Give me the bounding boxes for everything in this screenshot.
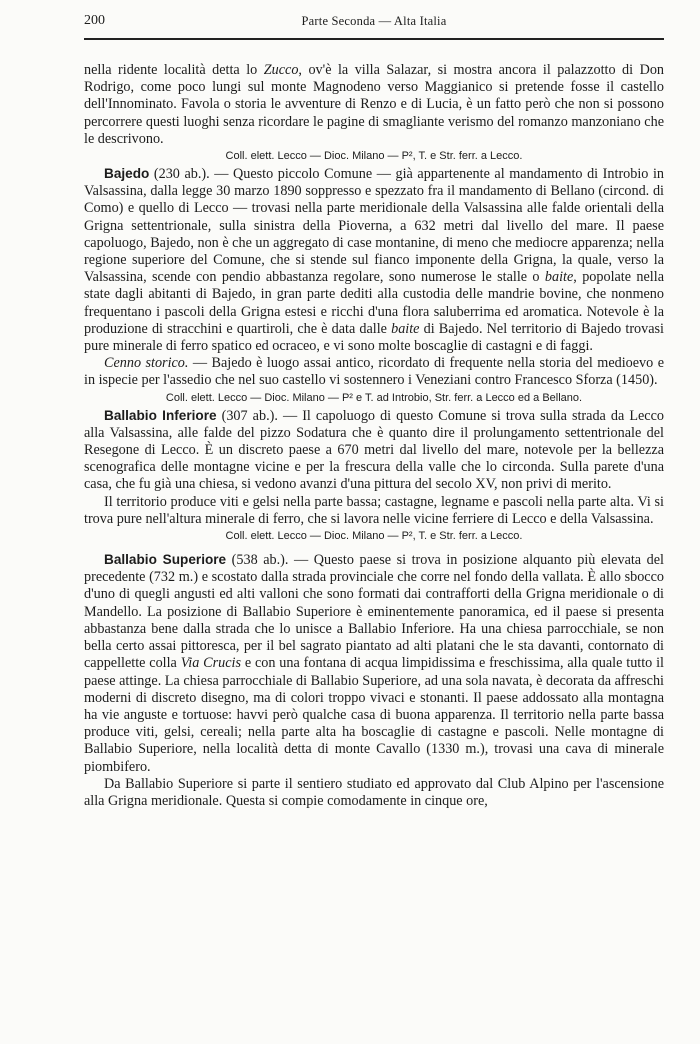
intro-paragraph xyxy=(84,62,664,148)
entry-name-ballabio-inferiore: Ballabio Inferiore xyxy=(104,407,217,423)
page-body xyxy=(84,62,664,810)
entry-name-ballabio-superiore: Ballabio Superiore xyxy=(104,552,227,568)
collegio-note-bajedo: Coll. elett. Lecco — Dioc. Milano — P² e T. ad Introbio, Str. ferr. a Lecco ed a Bellano. xyxy=(165,391,583,404)
via-crucis: Via Crucis xyxy=(180,655,242,672)
ballabio-superiore-paragraph xyxy=(84,551,664,776)
ballabio-inf-text-1: (307 ab.). — Il capoluogo di questo Comune si trova sulla strada da Lecco alla Valsassina, alle falde del pizzo Sodatura che è quanto dire il prolungamento settentrionale del Resegone di Lecco. È un discreto paese a 670 metri dal livello del mare, notevole per la bellezza scenografica delle montagne vicine e per la frescura della valle che lo circonda. Sulla parete d'una casa, che fu già una chiesa, si vedono avanzi d'una pittura del secolo XV, non privi di merito. xyxy=(84,407,664,493)
cenno-storico-text: — Bajedo è luogo assai antico, ricordato di frequente nella storia del medioevo e in ispecie per l'assedio che nel suo castello vi sostennero i Veneziani contro Francesco Sforza (1450). xyxy=(84,355,664,389)
ballabio-sup-text-2: e con una fontana di acqua limpidissima e freschissima, alla quale tutto il paese attinge. La chiesa parrocchiale di Ballabio Superiore, ad una sola navata, è decorata da affreschi moderni di discreto disegno, ma di colori troppo vivaci e stonanti. Il paese addossato alla montagna ha vie anguste e tortuose: havvi però qualche casa di buona apparenza. Il territorio nella parte bassa produce viti, gelsi, cereali; nella parte alta ha boscaglie di castagne e pascoli. Nelle montagne di Ballabio Superiore, nella località detta di monte Cavallo (1330 m.), trovasi una cava di minerale piombifero. xyxy=(84,655,664,775)
bajedo-text-3: di Bajedo. Nel territorio di Bajedo trovasi pure minerale di ferro spatico ed ocraceo, e vi sono molte boscaglie di castagni e di faggi. xyxy=(84,320,664,355)
running-title: Parte Seconda — Alta Italia xyxy=(301,14,447,28)
collegio-note-intro: Coll. elett. Lecco — Dioc. Milano — P², T. e Str. ferr. a Lecco. xyxy=(225,150,523,163)
bajedo-baite-2: baite xyxy=(391,320,420,337)
intro-text: nella ridente località detta lo xyxy=(84,62,264,78)
bajedo-text-1: (230 ab.). — Questo piccolo Comune — già appartenente al mandamento di Introbio in Valsassina, dalla legge 30 marzo 1890 soppresso e spezzato fra il mandamento di Bellano (circond. di Como) e quello di Lecco — trovasi nella parte meridionale della Valsassina alle falde orientali della Grigna settentrionale, sulla sinistra della Pioverna, a 632 metri dal livello del mare. Il paese capoluogo, Bajedo, non è che un aggregato di case montanine, di meno che mediocre apparenza; nella regione superiore del Comune, che si stende sul fianco imponente della Grigna, la quale, verso la Valsassina, scende con pendio abbastanza regolare, sono numerose le stalle o xyxy=(84,166,664,286)
ballabio-sup-text-1: (538 ab.). — Questo paese si trova in posizione alquanto più elevata del precedente (732 m.) e scostato dalla strada provinciale che corre nel fondo della vallata. È allo sbocco d'uno di quegli angusti ed alti valloni che sono formati dai contrafforti della Grigna meridionale o di Mandello. La posizione di Ballabio Superiore è eminentemente panoramica, ed il paese si presenta abbastanza bene dalla strada che lo unisce a Ballabio Inferiore. Ha una chiesa parrocchiale, se non bella certo assai pittoresca, per il bel sagrato piantato ad alti platani che le sta davanti, contornato di cappellette colla xyxy=(84,552,664,672)
entry-name-bajedo: Bajedo xyxy=(104,166,150,182)
bajedo-cenno-paragraph xyxy=(84,355,664,389)
bajedo-paragraph xyxy=(84,165,664,355)
ballabio-superiore-paragraph-2: Da Ballabio Superiore si parte il sentiero studiato ed approvato dal Club Alpino per l'ascensione alla Grigna meridionale. Questa si compie comodamente in cinque ore, xyxy=(84,775,664,809)
cenno-storico-label: Cenno storico. xyxy=(104,355,189,372)
collegio-note-ballabio-inferiore: Coll. elett. Lecco — Dioc. Milano — P², T. e Str. ferr. a Lecco. xyxy=(225,530,523,543)
page-number: 200 xyxy=(84,13,105,28)
ballabio-inferiore-paragraph xyxy=(84,407,664,494)
page-header xyxy=(84,11,664,33)
bajedo-baite-1: baite xyxy=(544,269,574,286)
intro-text-2: , ov'è la villa Salazar, si mostra ancora il palazzotto di Don Rodrigo, come poco lungi sul monte Magnodeno verso Maggianico si pretende fosse il castello dell'Innominato. Favola o storia le avventure di Renzo e di Lucia, è un fatto però che non si possono percorrere questi luoghi senza ricordare le pagine di smagliante verismo del romanzo manzoniano che le descrivono. xyxy=(84,62,665,147)
bajedo-text-2: , popolate nella state dagli abitanti di Bajedo, in gran parte dediti alla custodia delle mandrie bovine, che nonmeno frequentano i pascoli della Grigna estesi e ricchi d'una flora saluberrima ed aromatica. Notevole è la produzione di stracchini e quartiroli, che è data dalle xyxy=(84,269,664,337)
ballabio-inferiore-paragraph-2: Il territorio produce viti e gelsi nella parte bassa; castagne, legname e pascoli nella parte alta. Vi si trova pure nell'altura minerale di ferro, che si lavora nelle vicine ferriere di Lecco e della Valsassina. xyxy=(84,493,664,527)
intro-zucco: Zucco xyxy=(263,62,299,78)
header-rule xyxy=(84,38,664,40)
